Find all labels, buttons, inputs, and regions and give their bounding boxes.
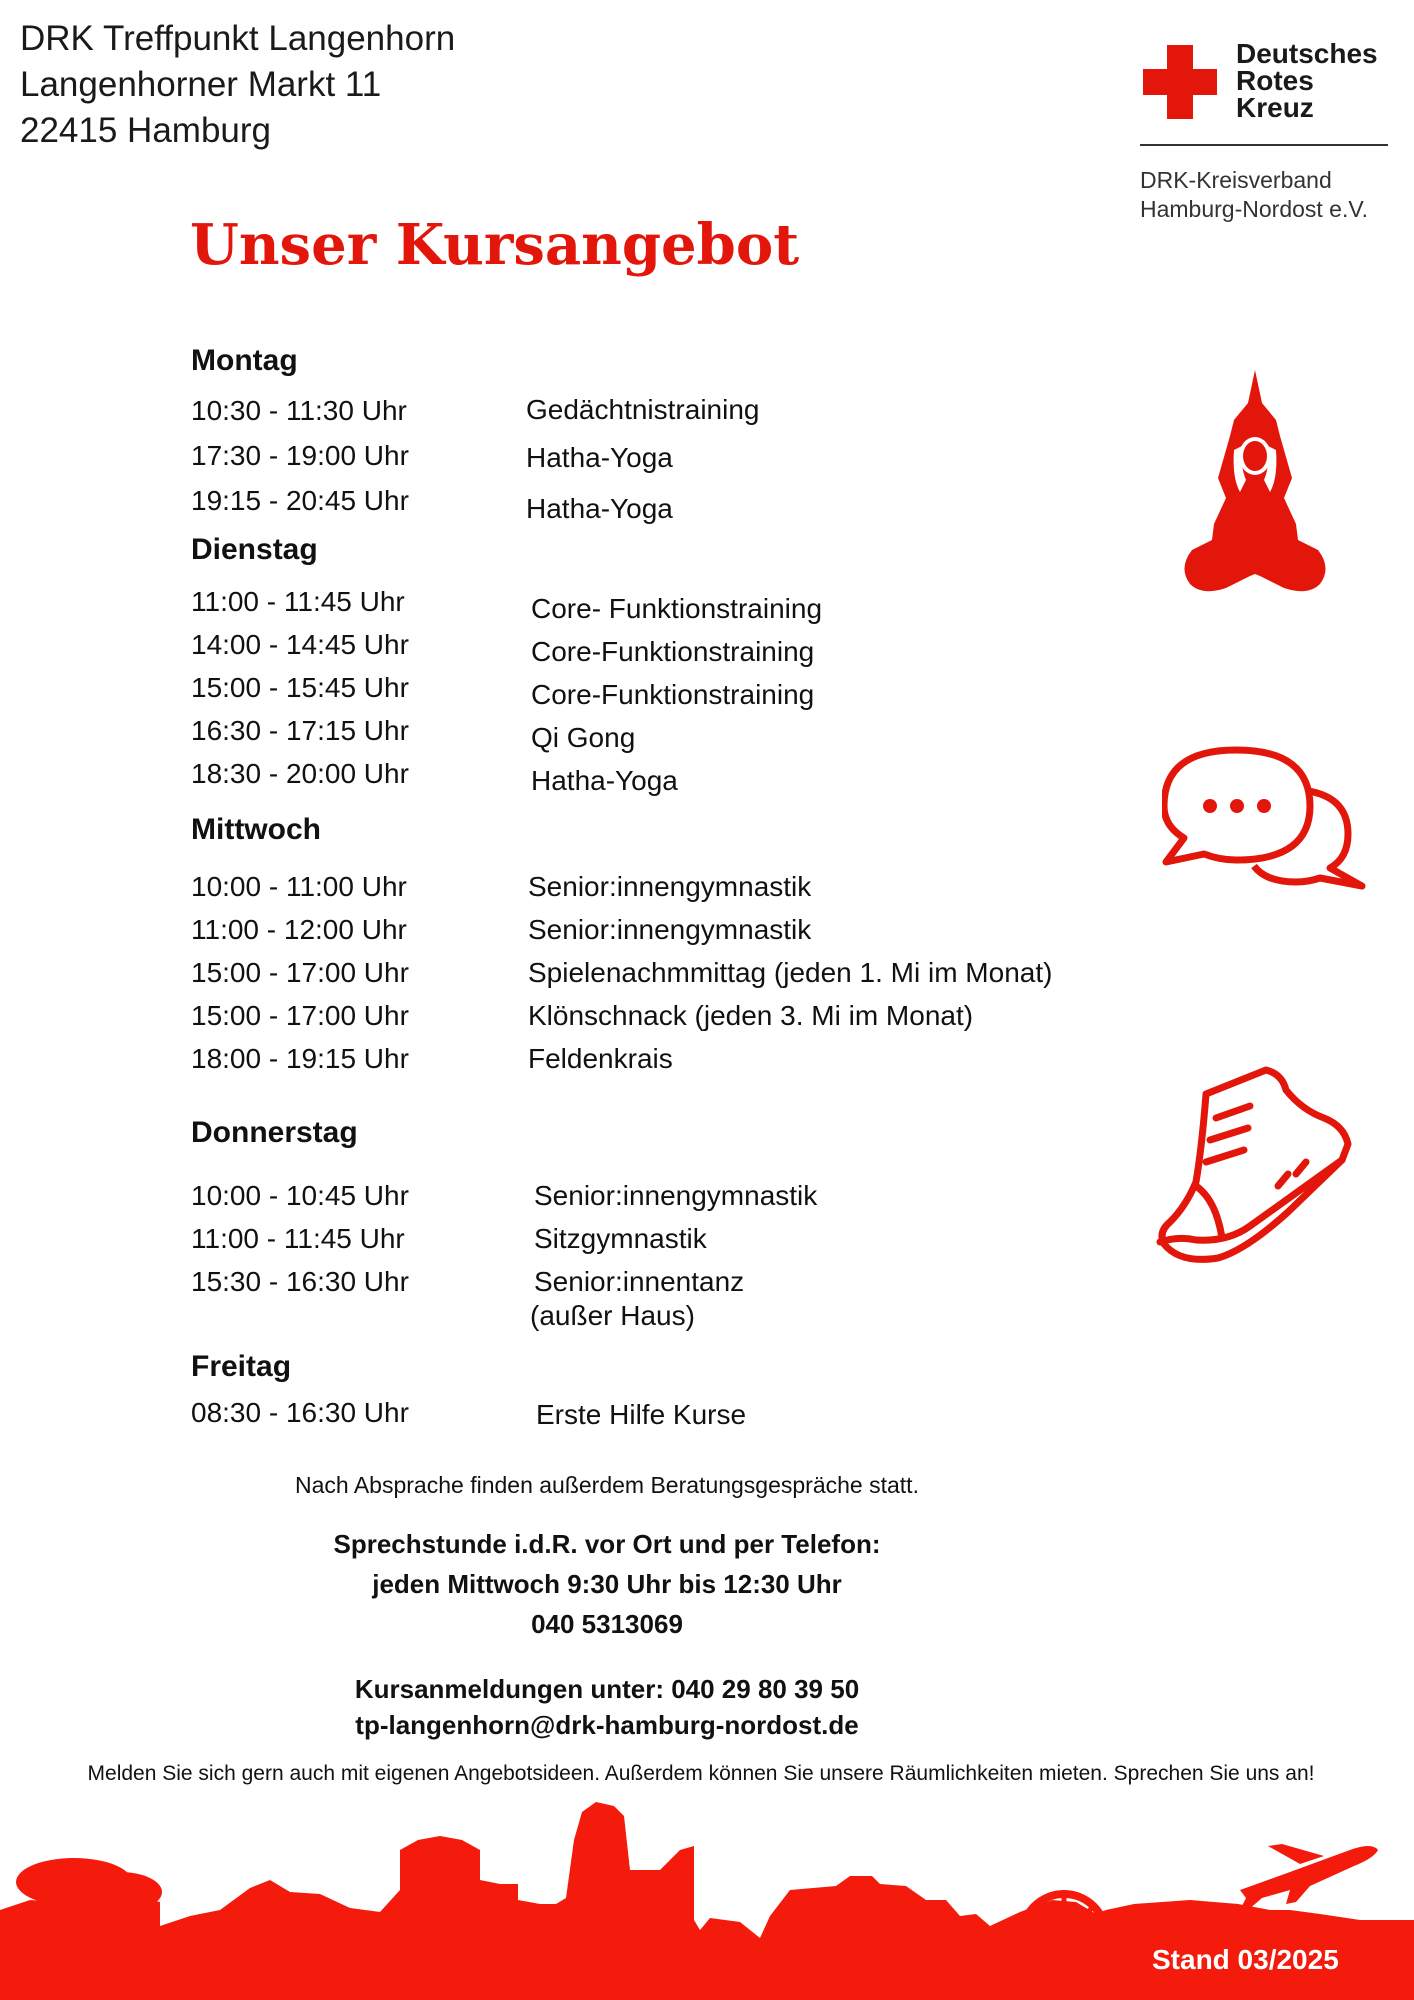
course-name: Qi Gong — [531, 722, 636, 753]
course-note: (außer Haus) — [530, 1300, 695, 1331]
time-slot: 18:30 - 20:00 Uhr — [191, 758, 409, 789]
time-slot: 19:15 - 20:45 Uhr — [191, 485, 409, 516]
address-line-3: 22415 Hamburg — [20, 111, 271, 150]
address-block — [20, 16, 455, 154]
course-name: Senior:innengymnastik — [528, 914, 812, 945]
page-title: Unser Kursangebot — [190, 212, 800, 278]
time-slot: 08:30 - 16:30 Uhr — [191, 1397, 409, 1428]
course-name: Klönschnack (jeden 3. Mi im Monat) — [528, 1000, 974, 1031]
course-name: Senior:innentanz — [534, 1266, 745, 1297]
course-name: Senior:innengymnastik — [528, 871, 812, 902]
logo-wordmark — [1236, 40, 1378, 121]
time-slot: 15:00 - 17:00 Uhr — [191, 957, 409, 988]
time-slot: 11:00 - 11:45 Uhr — [191, 1223, 405, 1254]
consultation-note: Nach Absprache finden außerdem Beratungsgespräche statt. — [295, 1472, 919, 1498]
logo-organization — [1140, 166, 1368, 224]
day-heading-mittwoch: Mittwoch — [191, 813, 321, 846]
day-heading-donnerstag: Donnerstag — [191, 1116, 358, 1149]
stand-date: Stand 03/2025 — [1152, 1944, 1339, 1975]
course-name: Senior:innengymnastik — [534, 1180, 818, 1211]
registration-phone: Kursanmeldungen unter: 040 29 80 39 50 — [354, 1674, 860, 1704]
address-line-2: Langenhorner Markt 11 — [20, 65, 382, 104]
red-cross-icon — [1140, 42, 1220, 122]
day-heading-montag: Montag — [191, 344, 298, 377]
course-name: Core- Funktionstraining — [531, 593, 823, 624]
time-slot: 11:00 - 11:45 Uhr — [191, 586, 405, 617]
logo-name-line-2: Rotes — [1236, 65, 1314, 96]
time-slot: 15:00 - 17:00 Uhr — [191, 1000, 409, 1031]
time-slot: 10:00 - 11:00 Uhr — [191, 871, 407, 902]
office-hours-time: jeden Mittwoch 9:30 Uhr bis 12:30 Uhr — [372, 1569, 842, 1599]
time-slot: 17:30 - 19:00 Uhr — [191, 440, 409, 471]
org-line-1: DRK-Kreisverband — [1140, 167, 1332, 193]
contact-email[interactable]: tp-langenhorn@drk-hamburg-nordost.de — [355, 1710, 859, 1740]
yoga-icon — [1180, 368, 1330, 598]
day-heading-freitag: Freitag — [191, 1350, 292, 1383]
office-phone: 040 5313069 — [531, 1609, 683, 1639]
course-name: Hatha-Yoga — [531, 765, 678, 796]
time-slot: 10:30 - 11:30 Uhr — [191, 395, 407, 426]
course-name: Hatha-Yoga — [526, 442, 673, 473]
office-hours-heading: Sprechstunde i.d.R. vor Ort und per Telefon: — [333, 1529, 881, 1559]
course-name: Core-Funktionstraining — [531, 636, 815, 667]
address-line-1: DRK Treffpunkt Langenhorn — [20, 19, 456, 58]
course-name: Erste Hilfe Kurse — [536, 1399, 747, 1430]
logo-name-line-1: Deutsches — [1236, 38, 1378, 69]
time-slot: 14:00 - 14:45 Uhr — [191, 629, 409, 660]
invitation-text: Melden Sie sich gern auch mit eigenen Angebotsideen. Außerdem können Sie unsere Räumlichkeiten mieten. Sprechen Sie uns an! — [87, 1762, 1315, 1785]
time-slot: 18:00 - 19:15 Uhr — [191, 1043, 409, 1074]
sneaker-icon — [1156, 1066, 1352, 1266]
course-name: Hatha-Yoga — [526, 493, 673, 524]
org-line-2: Hamburg-Nordost e.V. — [1140, 196, 1368, 222]
logo-divider — [1140, 144, 1388, 146]
course-name: Core-Funktionstraining — [531, 679, 815, 710]
drk-logo — [1140, 38, 1390, 222]
logo-name-line-3: Kreuz — [1236, 92, 1314, 123]
time-slot: 10:00 - 10:45 Uhr — [191, 1180, 409, 1211]
time-slot: 11:00 - 12:00 Uhr — [191, 914, 407, 945]
chat-icon — [1162, 742, 1368, 892]
course-name: Spielenachmmittag (jeden 1. Mi im Monat) — [528, 957, 1053, 988]
course-name: Sitzgymnastik — [534, 1223, 707, 1254]
day-heading-dienstag: Dienstag — [191, 533, 318, 566]
course-name: Feldenkrais — [528, 1043, 673, 1074]
time-slot: 15:30 - 16:30 Uhr — [191, 1266, 409, 1297]
time-slot: 16:30 - 17:15 Uhr — [191, 715, 409, 746]
course-name: Gedächtnistraining — [526, 394, 760, 425]
time-slot: 15:00 - 15:45 Uhr — [191, 672, 409, 703]
